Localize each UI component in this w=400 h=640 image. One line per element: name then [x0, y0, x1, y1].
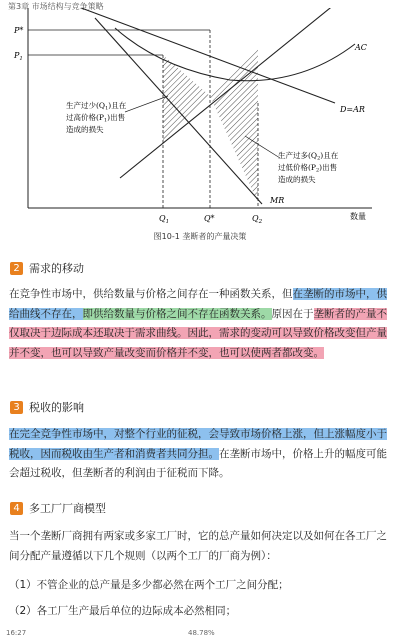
- highlight-blue[interactable]: 在完全竞争性市场中，对整个行业的征税，会导致市场价格上涨，但上涨幅度小于税收，因而税收由生产者和消费者共同分担。: [9, 428, 387, 460]
- q-star-label: Q*: [204, 214, 215, 223]
- section-number-badge: 2: [10, 262, 23, 275]
- section-title: 需求的移动: [29, 262, 84, 275]
- p-star-label: P*: [14, 26, 24, 35]
- q2-label: $Q_2$: [252, 214, 263, 225]
- status-time: 16:27: [6, 629, 27, 637]
- left-annotation-line3: 造成的损失: [66, 125, 104, 134]
- section-number-badge: 4: [10, 502, 23, 515]
- left-annotation-line2: 过高价格$(P_1)$出售: [66, 113, 126, 124]
- section-2-paragraph: [9, 285, 391, 363]
- section-4-heading: [10, 500, 106, 516]
- mr-label: MR: [270, 196, 285, 205]
- section-3-paragraph: [9, 425, 391, 484]
- monopoly-output-figure: [0, 8, 400, 228]
- text-segment: 在垄断市场中，价格上升的幅度可能会超过税收，但垄断者的利润由于征税而下降。: [9, 447, 387, 479]
- highlight-pink[interactable]: 垄断者的产量不仅取决于边际成本还取决于需求曲线。因此，需求的变动可以导致价格改变但产量并不变，也可以导致产量改变而价格并不变，也可以使两者都改变。: [9, 307, 387, 359]
- section-number-badge: 3: [10, 401, 23, 414]
- p1-label: $P_1$: [14, 51, 23, 62]
- right-annotation-line1: 生产过多$(Q_2)$且在: [278, 151, 339, 162]
- q1-label: $Q_1$: [159, 214, 170, 225]
- text-segment: 原因在于: [271, 307, 314, 320]
- chapter-header: 第3章 市场结构与竞争策略: [8, 2, 104, 11]
- text-segment: 在竞争性市场中，供给数量与价格之间存在一种函数关系，但: [9, 288, 293, 300]
- left-leader: [125, 96, 168, 112]
- section-2-heading: [10, 260, 84, 276]
- rule-item-1: （1）不管企业的总产量是多少都必然在两个工厂之间分配；: [9, 579, 289, 591]
- figure-diagram: [0, 8, 400, 228]
- ac-label: AC: [355, 43, 367, 52]
- left-annotation-line1: 生产过少$(Q_1)$且在: [66, 101, 127, 112]
- figure-caption: 图10-1 垄断者的产量决策: [153, 232, 247, 241]
- d-ar-label: D=AR: [340, 105, 365, 114]
- section-title: 多工厂厂商模型: [29, 502, 106, 515]
- left-loss-area: [163, 55, 210, 143]
- section-4-paragraph: 当一个垄断厂商拥有两家或多家工厂时，它的总产量如何决定以及如何在各工厂之间分配产量遵循以下几个规则（以两个工厂的厂商为例）：: [9, 530, 387, 562]
- reading-progress: 48.78%: [188, 629, 215, 637]
- right-annotation-line3: 造成的损失: [278, 175, 316, 184]
- right-annotation-line2: 过低价格$(P_2)$出售: [278, 163, 338, 174]
- x-axis-label: 数量: [350, 212, 366, 221]
- section-title: 税收的影响: [29, 401, 84, 414]
- section-3-heading: [10, 399, 84, 415]
- highlight-green[interactable]: 即供给数量与价格之间不存在函数关系。: [82, 307, 272, 320]
- status-bar: [0, 628, 400, 640]
- highlight-blue[interactable]: 在垄断的市场中，供给曲线不存在，: [9, 288, 387, 320]
- rule-item-2: （2）各工厂生产最后单位的边际成本必然相同；: [9, 605, 237, 617]
